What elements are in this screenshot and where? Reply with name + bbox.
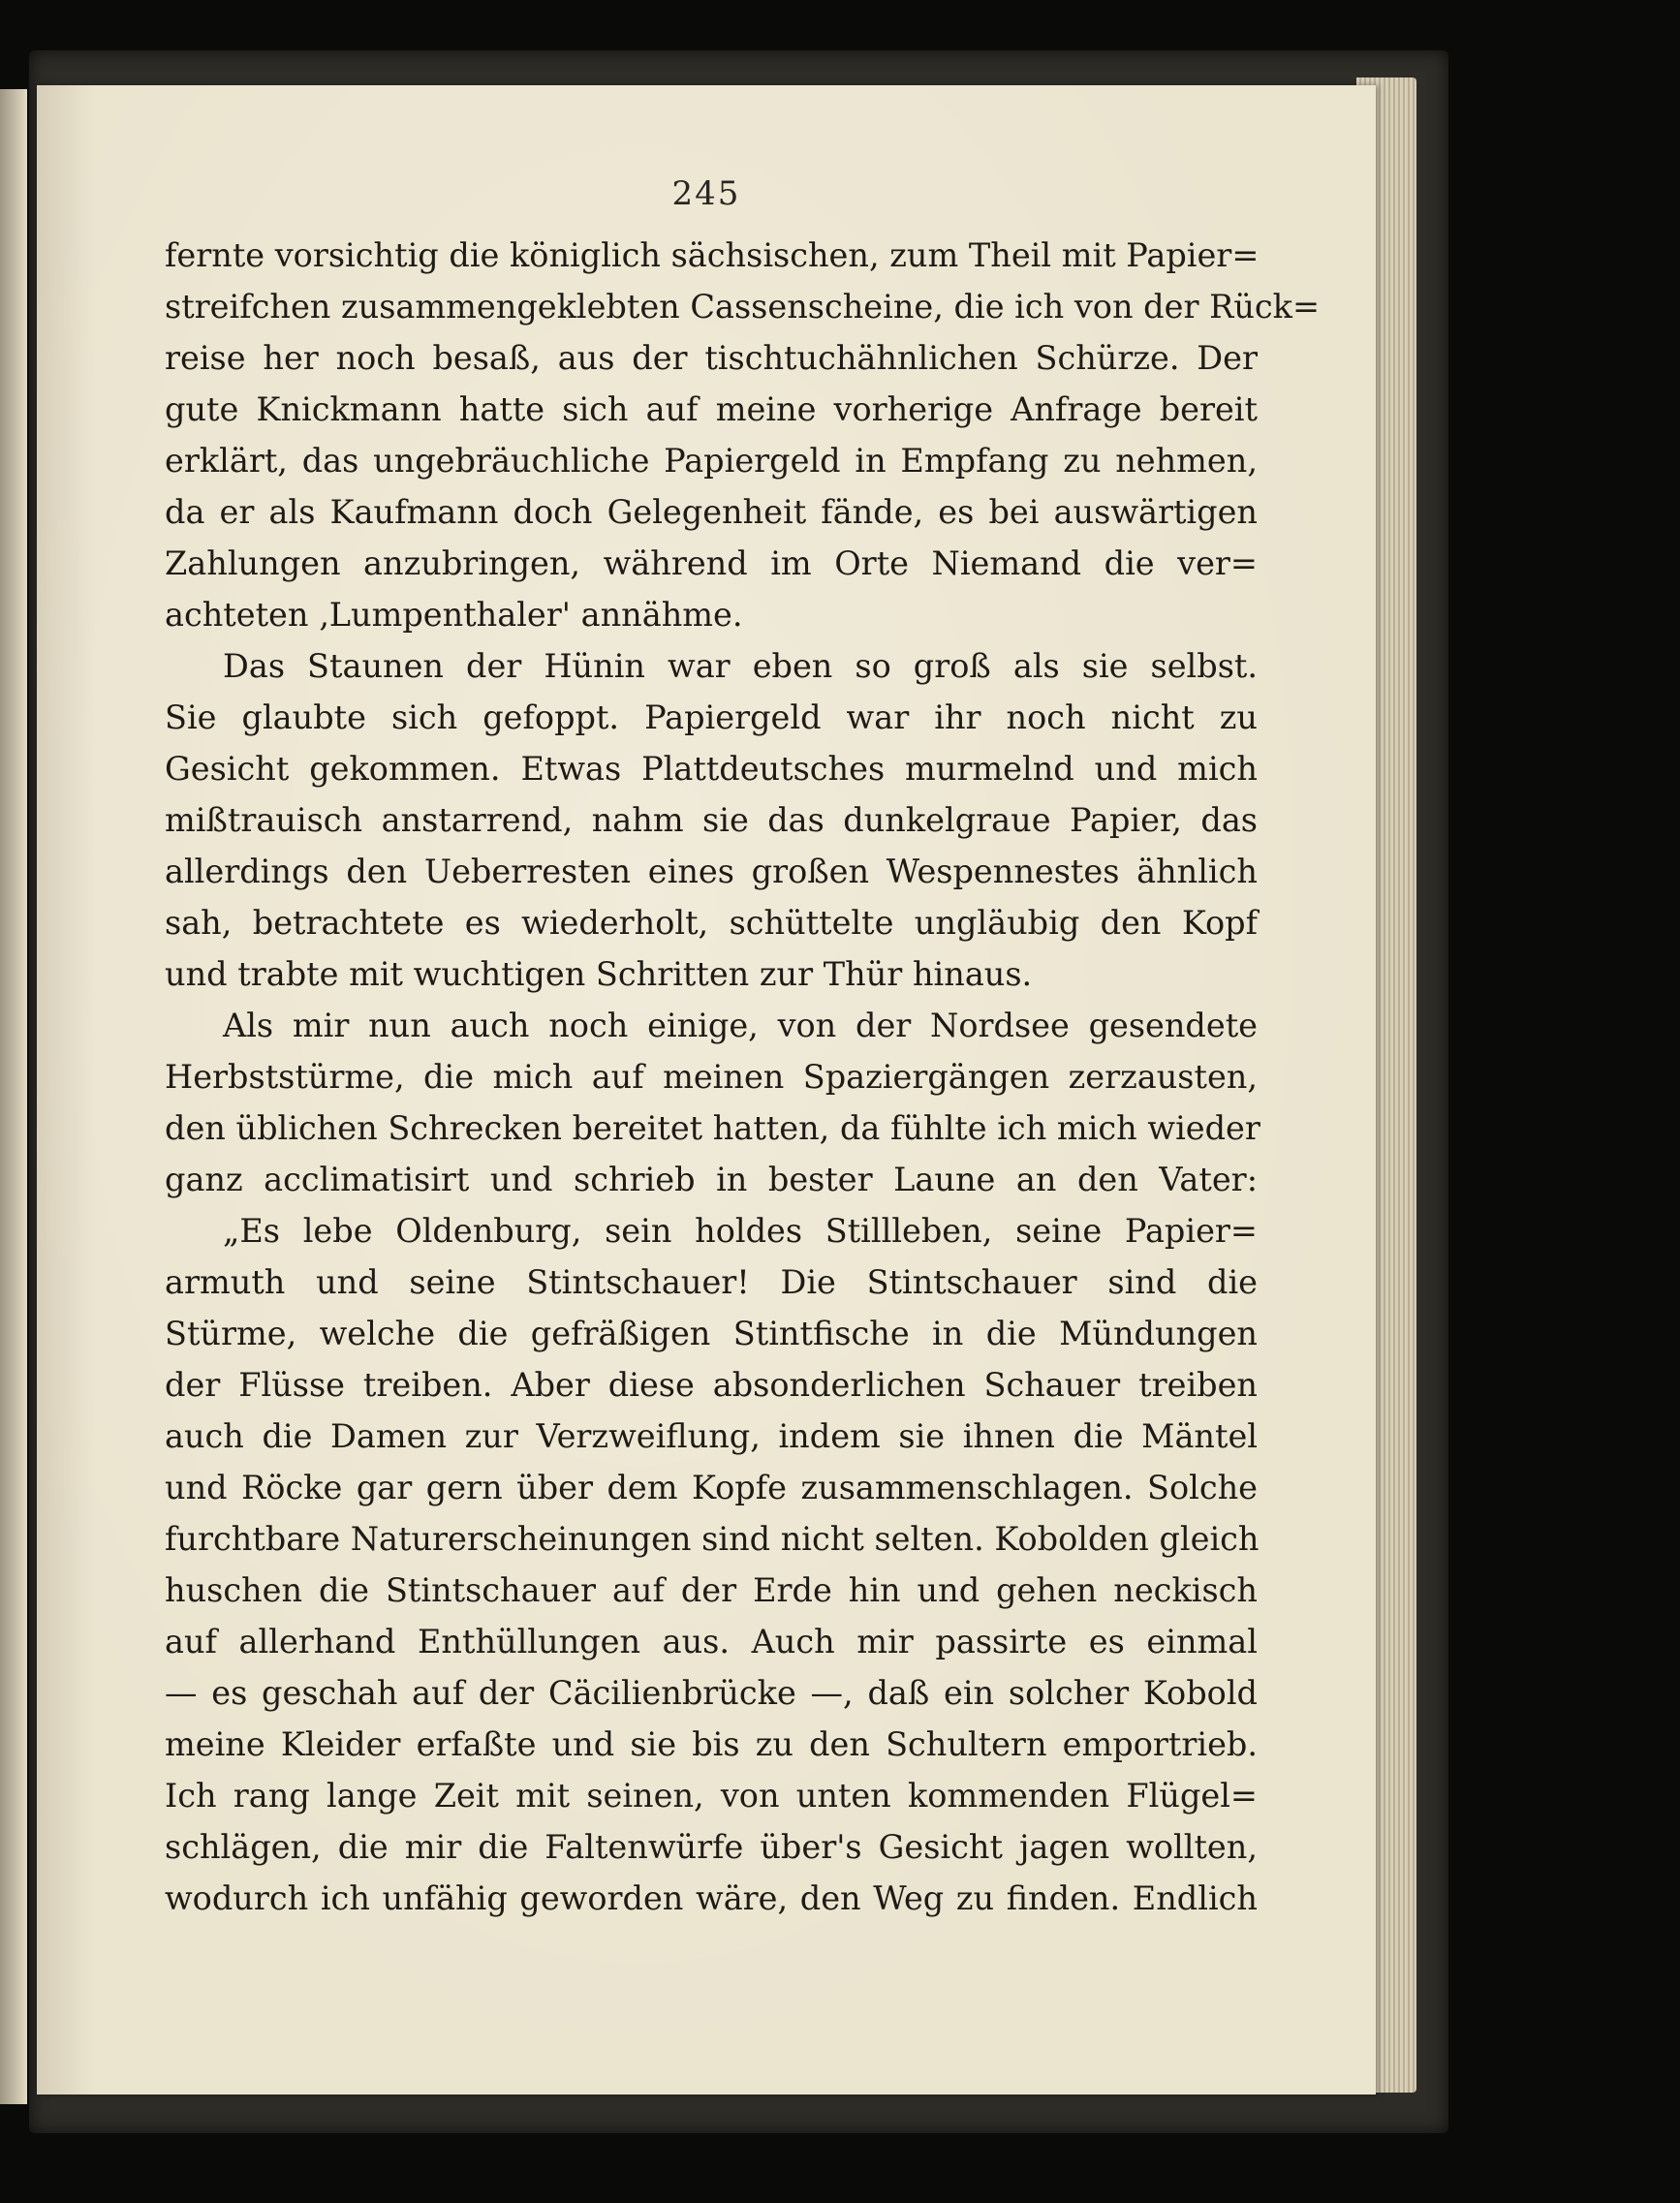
previous-page-edge bbox=[0, 89, 27, 2104]
text-line: reise her noch besaß, aus der tischtuchähnlichen Schürze. Der bbox=[165, 339, 1258, 377]
text-line: fernte vorsichtig die königlich sächsischen, zum Theil mit Papier= bbox=[165, 236, 1260, 274]
text-line: Sie glaubte sich gefoppt. Papiergeld war ihr noch nicht zu bbox=[165, 698, 1258, 736]
text-line: gute Knickmann hatte sich auf meine vorherige Anfrage bereit bbox=[165, 390, 1258, 428]
text-line: sah, betrachtete es wiederholt, schüttelte ungläubig den Kopf bbox=[165, 904, 1258, 942]
book-page bbox=[37, 85, 1376, 2094]
text-line: den üblichen Schrecken bereitet hatten, da fühlte ich mich wieder bbox=[165, 1109, 1260, 1147]
text-line: allerdings den Ueberresten eines großen Wespennestes ähnlich bbox=[165, 853, 1258, 890]
text-line: schlägen, die mir die Faltenwürfe über's Gesicht jagen wollten, bbox=[165, 1828, 1258, 1866]
page-number: 245 bbox=[671, 174, 741, 213]
text-line: meine Kleider erfaßte und sie bis zu den Schultern emportrieb. bbox=[165, 1725, 1258, 1763]
text-line: der Flüsse treiben. Aber diese absonderlichen Schauer treiben bbox=[165, 1366, 1258, 1404]
text-line: — es geschah auf der Cäcilienbrücke —, daß ein solcher Kobold bbox=[165, 1674, 1258, 1712]
text-line: erklärt, das ungebräuchliche Papiergeld in Empfang zu nehmen, bbox=[165, 442, 1258, 480]
text-line: achteten ‚Lumpenthaler' annähme. bbox=[165, 596, 743, 634]
text-line: Das Staunen der Hünin war eben so groß als sie selbst. bbox=[223, 647, 1258, 685]
text-line: mißtrauisch anstarrend, nahm sie das dunkelgraue Papier, das bbox=[165, 801, 1258, 839]
text-line: Als mir nun auch noch einige, von der Nordsee gesendete bbox=[223, 1007, 1258, 1044]
text-line: huschen die Stintschauer auf der Erde hin und gehen neckisch bbox=[165, 1571, 1258, 1609]
text-line: furchtbare Naturerscheinungen sind nicht selten. Kobolden gleich bbox=[165, 1520, 1260, 1558]
text-line: ganz acclimatisirt und schrieb in bester Laune an den Vater: bbox=[165, 1161, 1258, 1198]
text-line: Herbststürme, die mich auf meinen Spaziergängen zerzausten, bbox=[165, 1058, 1258, 1096]
text-line: Zahlungen anzubringen, während im Orte Niemand die ver= bbox=[165, 544, 1258, 582]
text-line: Ich rang lange Zeit mit seinen, von unten kommenden Flügel= bbox=[165, 1777, 1258, 1815]
text-line: und Röcke gar gern über dem Kopfe zusammenschlagen. Solche bbox=[165, 1469, 1258, 1506]
text-line: armuth und seine Stintschauer! Die Stintschauer sind die bbox=[165, 1263, 1258, 1301]
text-line: Stürme, welche die gefräßigen Stintfische in die Mündungen bbox=[165, 1315, 1258, 1352]
text-line: „Es lebe Oldenburg, sein holdes Stillleben, seine Papier= bbox=[223, 1212, 1258, 1250]
text-line: streifchen zusammengeklebten Cassenscheine, die ich von der Rück= bbox=[165, 288, 1321, 326]
text-line: Gesicht gekommen. Etwas Plattdeutsches murmelnd und mich bbox=[165, 750, 1258, 788]
text-line: auf allerhand Enthüllungen aus. Auch mir passirte es einmal bbox=[165, 1623, 1258, 1660]
text-line: wodurch ich unfähig geworden wäre, den Weg zu finden. Endlich bbox=[165, 1879, 1258, 1917]
body-text bbox=[165, 231, 1321, 2052]
text-line: auch die Damen zur Verzweiflung, indem sie ihnen die Mäntel bbox=[165, 1417, 1258, 1455]
text-line: da er als Kaufmann doch Gelegenheit fände, es bei auswärtigen bbox=[165, 493, 1258, 531]
text-line: und trabte mit wuchtigen Schritten zur Thür hinaus. bbox=[165, 955, 1033, 993]
